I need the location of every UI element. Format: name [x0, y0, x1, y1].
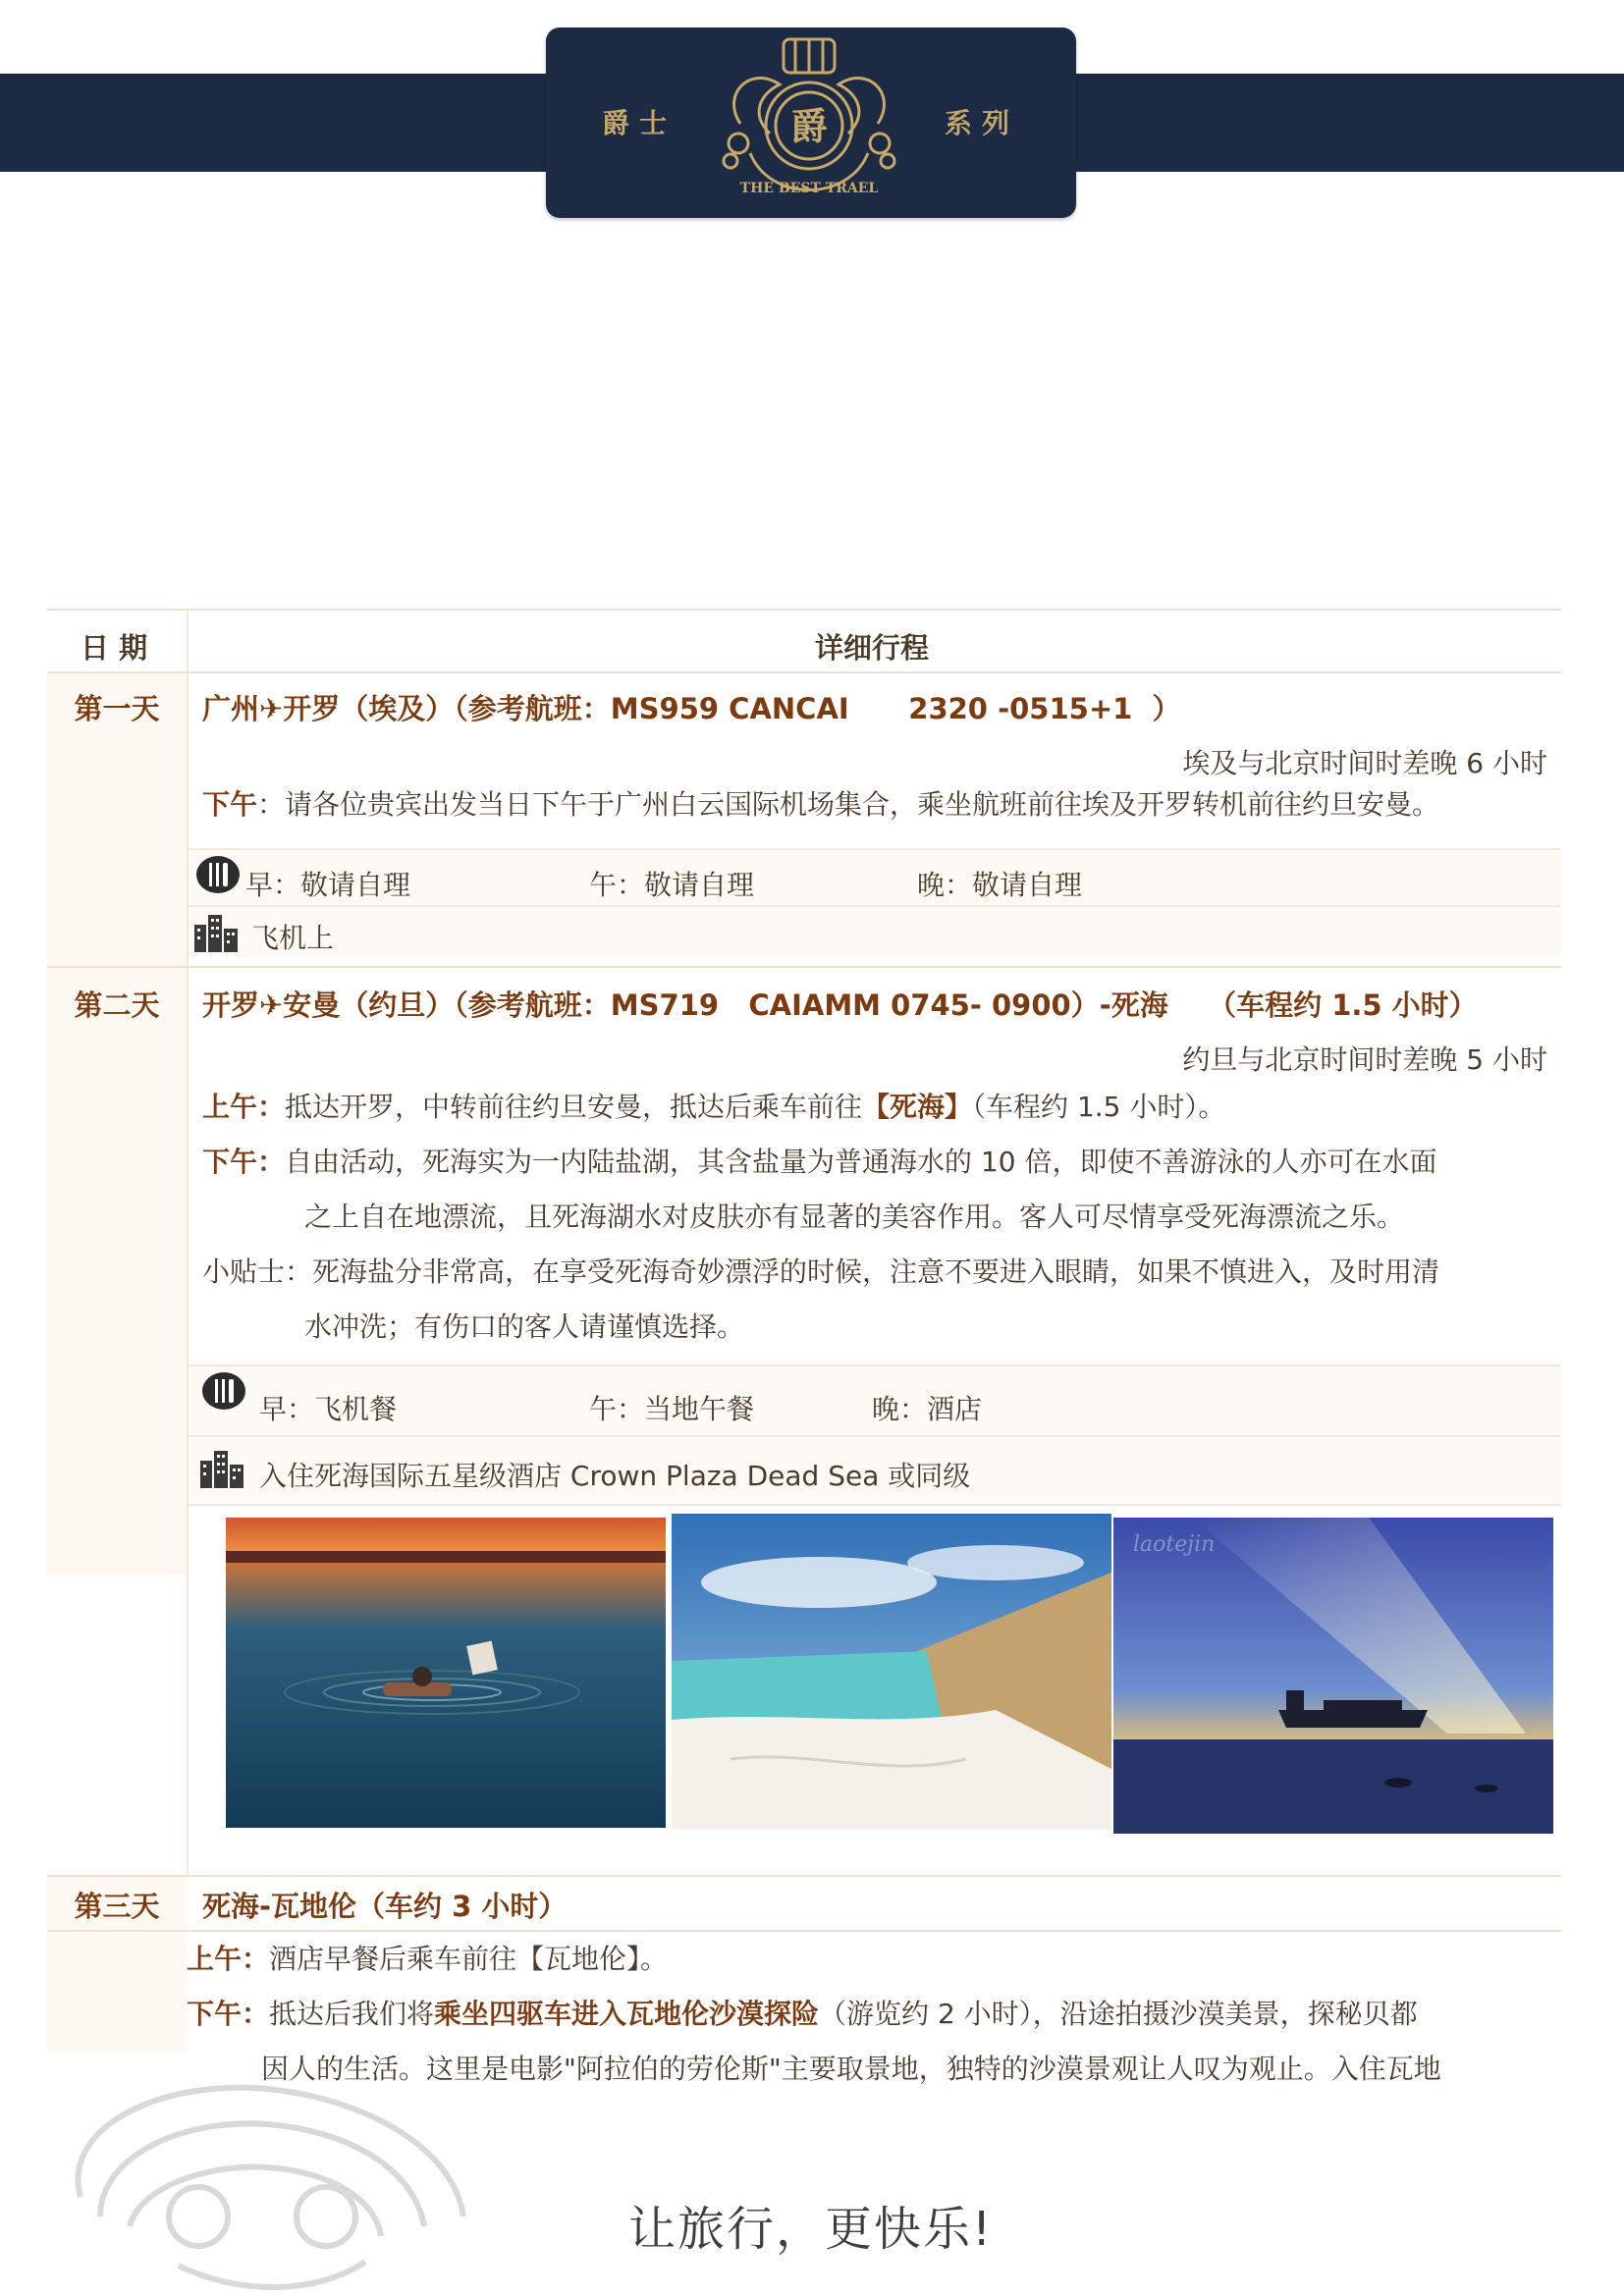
- column-header-detail: 详细行程: [815, 631, 930, 665]
- brand-logo: [711, 35, 907, 212]
- day2-am-tail: （车程约 1.5 小时）。: [972, 1091, 1226, 1123]
- day2-tip-text1: 小贴士：死海盐分非常高，在享受死海奇妙漂浮的时候，注意不要进入眼睛，如果不慎进入，及时用清: [202, 1255, 1440, 1288]
- day2-meal-row: [189, 1364, 1561, 1435]
- day3-pm-text: 抵达后我们将: [269, 1998, 435, 2030]
- day1-hotel-row: [189, 905, 1561, 956]
- day3-pm-em: 乘坐四驱车进入瓦地伦沙漠探险: [434, 1998, 820, 2030]
- day2-breakfast: 早：飞机餐: [259, 1393, 398, 1425]
- day1-end-line: [47, 966, 1561, 968]
- day2-am-em: 【死海】: [862, 1091, 973, 1123]
- series-name-left: 爵士: [602, 107, 677, 139]
- day2-am-text: 抵达开罗，中转前往约旦安曼，抵达后乘车前往: [285, 1091, 863, 1123]
- day2-timezone: 约旦与北京时间时差晚 5 小时: [1182, 1043, 1547, 1076]
- day3-title: 死海-瓦地伦（车约 3 小时）: [202, 1890, 568, 1923]
- logo-motto: THE BEST TRAEL: [739, 181, 879, 196]
- day1-lunch: 午：敬请自理: [589, 869, 755, 901]
- hotel-icon: [192, 911, 240, 954]
- dead-sea-floating-photo: [226, 1518, 666, 1828]
- day2-label: 第二天: [74, 988, 160, 1022]
- meal-icon: [194, 854, 242, 895]
- day2-hotel: 入住死海国际五星级酒店 Crown Plaza Dead Sea 或同级: [259, 1460, 971, 1492]
- day1-breakfast: 早：敬请自理: [245, 869, 411, 901]
- table-header-line: [47, 671, 1561, 673]
- day2-pm-text2: 之上自在地漂流，且死海湖水对皮肤亦有显著的美容作用。客人可尽情享受死海漂流之乐。: [304, 1201, 1405, 1233]
- day1-hotel: 飞机上: [251, 922, 335, 954]
- column-header-date: 日 期: [81, 631, 148, 665]
- day1-pm-text: ：请各位贵宾出发当日下午于广州白云国际机场集合，乘坐航班前往埃及开罗转机前往约旦安曼。: [257, 788, 1440, 821]
- day3-am-label: 上午：: [187, 1943, 270, 1975]
- day3-afternoon: [187, 1995, 1418, 2034]
- logo-char: 爵: [789, 105, 829, 148]
- day2-tip-text2: 水冲洗；有伤口的客人请谨慎选择。: [304, 1310, 745, 1343]
- day3-label: 第三天: [74, 1890, 160, 1923]
- footer-slogan: 让旅行，更快乐!: [628, 2202, 994, 2257]
- meal-icon: [200, 1370, 247, 1412]
- day1-pm-label: 下午: [202, 788, 258, 821]
- dead-sea-sunset-ship-photo: [1113, 1518, 1553, 1834]
- day1-timezone: 埃及与北京时间时差晚 6 小时: [1182, 747, 1547, 779]
- hotel-icon: [198, 1447, 245, 1490]
- day3-pm-label: 下午：: [187, 1998, 270, 2030]
- table-top-line: [47, 609, 1561, 611]
- day2-morning: [202, 1088, 1225, 1127]
- day1-afternoon: [202, 785, 1439, 825]
- dead-sea-salt-shore-photo: [672, 1514, 1111, 1830]
- day2-am-label: 上午：: [202, 1091, 286, 1123]
- day2-lunch: 午：当地午餐: [589, 1393, 755, 1425]
- day3-pm-text2: 因人的生活。这里是电影"阿拉伯的劳伦斯"主要取景地，独特的沙漠景观让人叹为观止。入住瓦地: [261, 2053, 1441, 2085]
- day3-pm-tail: （游览约 2 小时），沿途拍摄沙漠美景，探秘贝都: [819, 1998, 1418, 2030]
- day3-morning: [187, 1940, 668, 1979]
- day2-pm-label: 下午：: [202, 1146, 286, 1178]
- day2-end-line: [47, 1875, 1561, 1877]
- day3-title-line: [47, 1930, 1561, 1932]
- day1-title: 广州✈开罗（埃及）（参考航班：MS959 CANCAI 2320 -0515+1 ）: [202, 692, 1181, 725]
- day2-dinner: 晚：酒店: [872, 1393, 983, 1425]
- day2-title: 开罗✈安曼（约旦）（参考航班：MS719 CAIAMM 0745- 0900）-死海 （车程约 1.5 小时）: [202, 988, 1478, 1022]
- date-column-day1-2: [47, 671, 187, 1575]
- photo-watermark: laotejin: [1133, 1532, 1216, 1557]
- day2-pm-text1: 自由活动，死海实为一内陆盐湖，其含盐量为普通海水的 10 倍，即使不善游泳的人亦可在水面: [285, 1146, 1437, 1178]
- footer-swirl-decoration: [41, 2069, 493, 2295]
- day3-am-text: 酒店早餐后乘车前往【瓦地伦】。: [269, 1943, 669, 1975]
- day1-label: 第一天: [74, 692, 160, 725]
- series-name-right: 系列: [945, 107, 1020, 139]
- day2-afternoon: [202, 1143, 1436, 1182]
- day2-hotel-row: [189, 1435, 1561, 1502]
- day1-meal-row: [189, 848, 1561, 905]
- day1-dinner: 晚：敬请自理: [917, 869, 1083, 901]
